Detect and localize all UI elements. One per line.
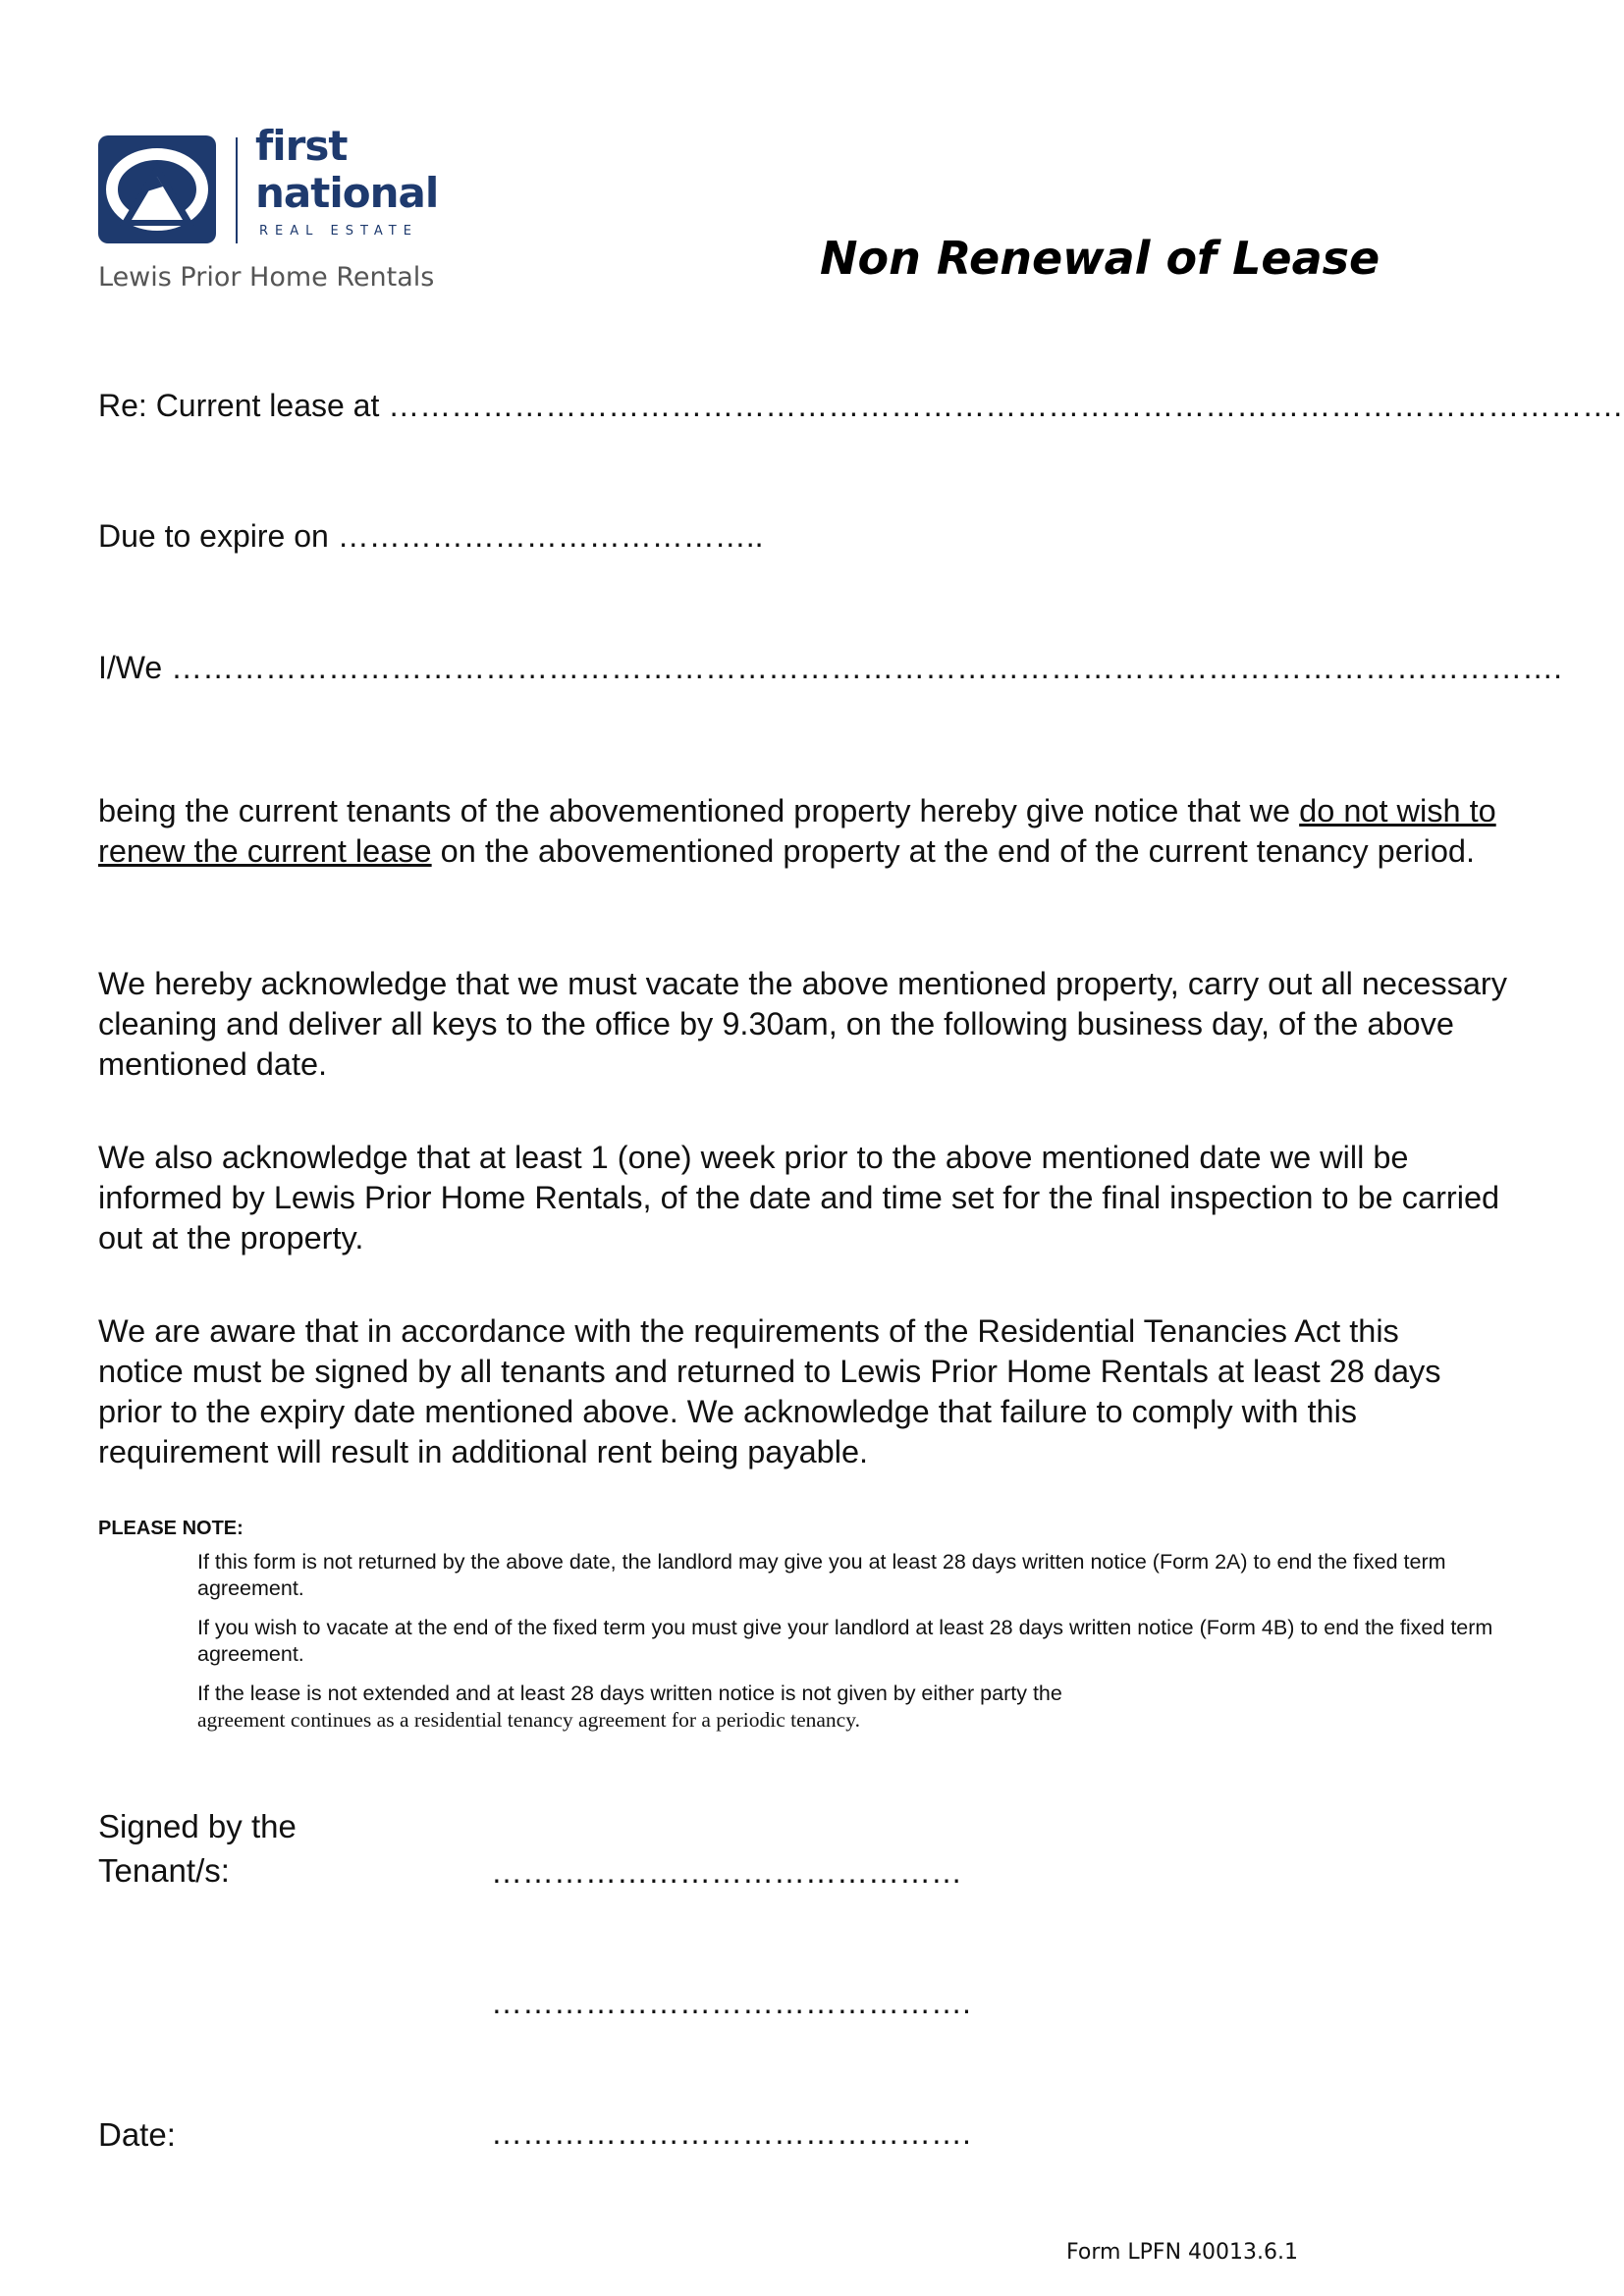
tenants-blank[interactable]: ……………………………………………………………………………………………………………………. [171, 650, 1562, 685]
compliance-paragraph: We are aware that in accordance with the requirements of the Residential Tenancies Act this notice must be signed by all tenants and returned to Lewis Prior Home Rentals at least 28 days prior to the expiry date mentioned above. We acknowledge that failure to comply with this requirement will result in additional rent being payable. [98, 1313, 1441, 1469]
current-lease-blank[interactable]: ………………………………………………………………………………………………………. [388, 388, 1623, 423]
current-lease-label: Re: Current lease at [98, 388, 380, 423]
tenants-label: I/We [98, 650, 163, 685]
expiry-label: Due to expire on [98, 518, 329, 554]
note-item-3-line-2: agreement continues as a residential tenancy agreement for a periodic tenancy. [197, 1708, 860, 1732]
vacate-paragraph: We hereby acknowledge that we must vacate the above mentioned property, carry out all necessary cleaning and deliver all keys to the office by 9.30am, on the following business day, of the above mentioned date. [98, 966, 1507, 1082]
tenant-signature-blank-1[interactable]: ……………………………………… [491, 1854, 962, 1890]
note-item-2: If you wish to vacate at the end of the fixed term you must give your landlord at least 28 days written notice (Form 4B) to end the fixed term agreement. [197, 1616, 1493, 1666]
date-blank[interactable]: ………………………………………. [491, 2115, 971, 2151]
logo-brand-national: national [255, 169, 439, 217]
signed-by-label [98, 1804, 297, 1893]
current-lease-field[interactable] [98, 390, 1622, 421]
date-label: Date: [98, 2116, 176, 2153]
logo-brand-first: first [255, 122, 348, 170]
notice-text-emphasis: do not wish to renew the current lease [98, 793, 1496, 869]
notice-text-start: being the current tenants of the abovementioned property hereby give notice that we [98, 793, 1300, 828]
expiry-date-field[interactable] [98, 520, 763, 552]
please-note-heading: PLEASE NOTE: [98, 1518, 244, 1539]
note-item-3-line-1: If the lease is not extended and at least 28 days written notice is not given by either party the [197, 1682, 1062, 1705]
signed-by-label-line-1: Signed by the [98, 1808, 297, 1844]
inspection-paragraph: We also acknowledge that at least 1 (one) week prior to the above mentioned date we will be informed by Lewis Prior Home Rentals, of the date and time set for the final inspection to be carried out at the property. [98, 1140, 1500, 1255]
expiry-blank[interactable]: ………………………………….. [337, 518, 764, 554]
tenant-signature-blank-2[interactable]: ………………………………………. [491, 1985, 971, 2020]
notice-paragraph [98, 791, 1542, 872]
note-item-1: If this form is not returned by the above date, the landlord may give you at least 28 days written notice (Form 2A) to end the fixed term agreement. [197, 1550, 1446, 1600]
note-item-3 [197, 1681, 1513, 1734]
notice-text-end: on the abovementioned property at the end of the current tenancy period. [431, 833, 1476, 869]
document-title: Non Renewal of Lease [820, 232, 1380, 285]
tenants-name-field[interactable] [98, 652, 1562, 683]
logo-tagline: REAL ESTATE [259, 224, 418, 239]
company-logo [98, 122, 439, 302]
logo-divider [236, 137, 238, 243]
logo-office-name: Lewis Prior Home Rentals [98, 262, 435, 293]
form-code: Form LPFN 40013.6.1 [1066, 2240, 1299, 2265]
first-national-logo-icon [98, 135, 216, 243]
signed-by-label-line-2: Tenant/s: [98, 1852, 230, 1889]
